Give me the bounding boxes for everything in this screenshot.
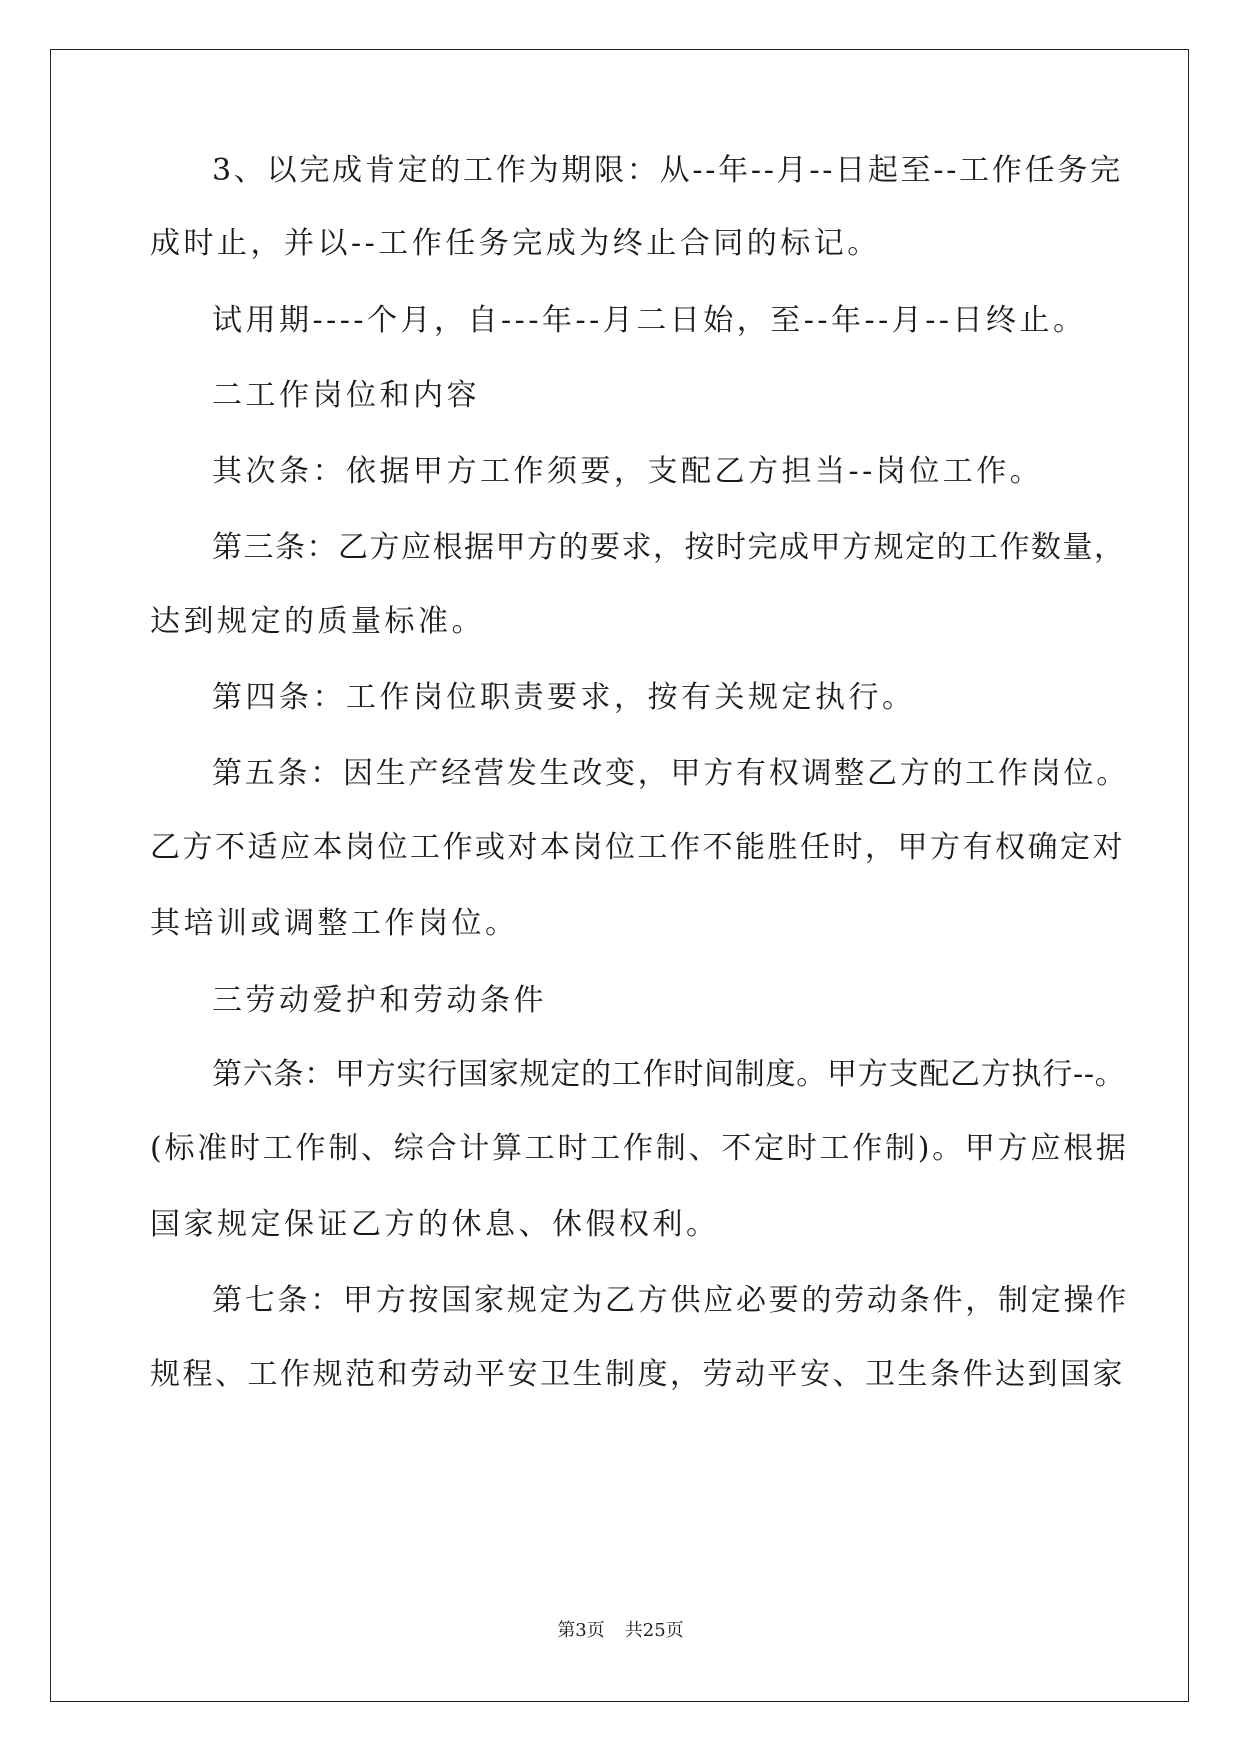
text-line: 第五条：因生产经营发生改变，甲方有权调整乙方的工作岗位。 [212,756,1129,791]
text-line: 其次条：依据甲方工作须要，支配乙方担当--岗位工作。 [212,454,1044,489]
section-heading: 三劳动爱护和劳动条件 [212,983,547,1018]
text-line: 乙方不适应本岗位工作或对本岗位工作不能胜任时，甲方有权确定对 [150,830,1125,865]
text-line: 其培训或调整工作岗位。 [150,906,519,941]
text-line: 达到规定的质量标准。 [150,604,485,639]
page-total: 共25页 [624,1620,684,1641]
text-line: 成时止，并以--工作任务完成为终止合同的标记。 [150,226,881,261]
text-line: 规程、工作规范和劳动平安卫生制度，劳动平安、卫生条件达到国家 [150,1357,1125,1392]
page-number: 第3页 [557,1620,605,1641]
text-line: 第三条：乙方应根据甲方的要求，按时完成甲方规定的工作数量， [212,530,1126,565]
text-line: 第七条：甲方按国家规定为乙方供应必要的劳动条件，制定操作 [212,1283,1129,1318]
text-line: 第六条：甲方实行国家规定的工作时间制度。甲方支配乙方执行--。 [212,1057,1126,1092]
text-line: 试用期----个月，自---年--月二日始，至--年--月--日终止。 [212,303,1087,338]
page-border [50,49,1189,1702]
text-line: (标准时工作制、综合计算工时工作制、不定时工作制)。甲方应根据 [150,1131,1129,1166]
section-heading: 二工作岗位和内容 [212,378,480,413]
text-line: 3、以完成肯定的工作为期限：从--年--月--日起至--工作任务完 [212,153,1123,188]
text-line: 国家规定保证乙方的休息、休假权利。 [150,1207,720,1242]
text-line: 第四条：工作岗位职责要求，按有关规定执行。 [212,680,916,715]
page-footer [0,1620,1241,1642]
